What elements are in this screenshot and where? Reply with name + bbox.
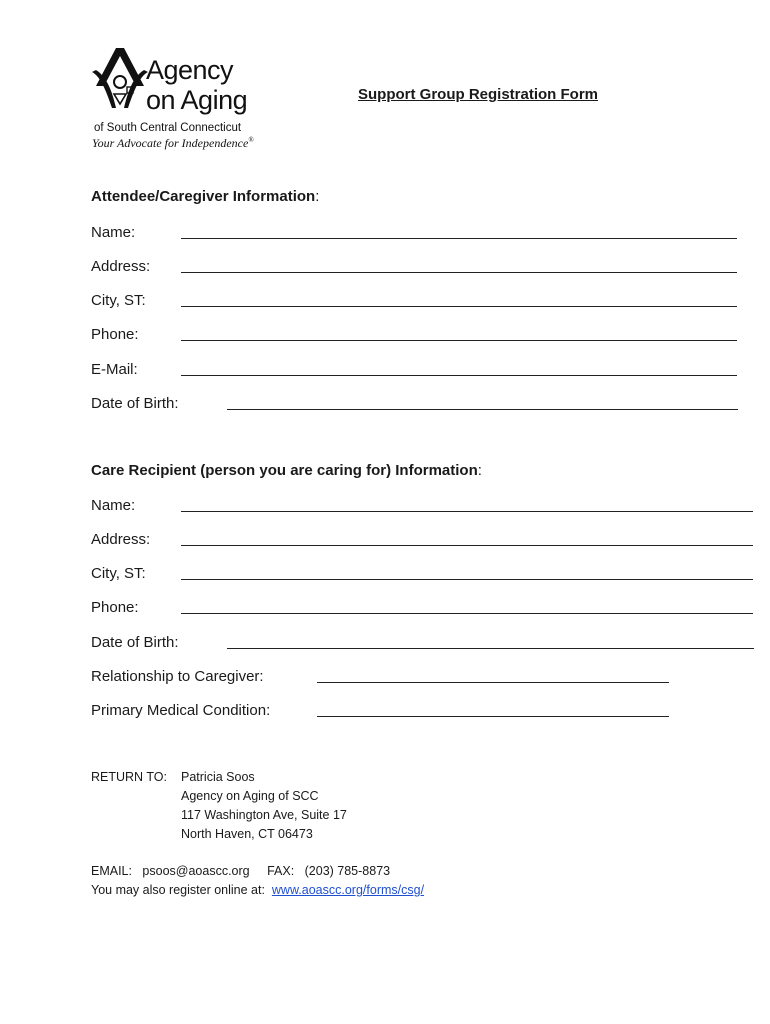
email-label: EMAIL: [91,864,132,878]
field-label: Name: [91,497,136,514]
field-label: City, ST: [91,292,146,309]
return-address [181,768,347,844]
register-online-link[interactable]: www.aoascc.org/forms/csg/ [271,883,425,897]
blank-line[interactable] [181,340,737,341]
field-label: Phone: [91,326,139,343]
field-label: E-Mail: [91,361,138,378]
return-address-line: 117 Washington Ave, Suite 17 [181,808,347,822]
register-online-line [91,883,424,897]
logo-tagline: Your Advocate for Independence® [92,136,254,150]
return-address-line: Patricia Soos [181,770,255,784]
field-label: City, ST: [91,565,146,582]
fax-value: (203) 785-8873 [304,864,391,878]
blank-line[interactable] [181,306,737,307]
recipient-section-heading: Care Recipient (person you are caring for) Information: [91,462,482,479]
field-label: Phone: [91,599,139,616]
blank-line[interactable] [227,648,754,649]
blank-line[interactable] [181,238,737,239]
blank-line[interactable] [181,613,753,614]
field-label: Address: [91,258,151,275]
return-address-line: Agency on Aging of SCC [181,789,319,803]
field-label: Date of Birth: [91,634,179,651]
field-label: Address: [91,531,151,548]
contact-email-fax [91,864,390,878]
blank-line[interactable] [181,375,737,376]
register-online-text: You may also register online at: [91,883,265,897]
blank-line[interactable] [317,682,669,683]
blank-line[interactable] [317,716,669,717]
attendee-section-heading: Attendee/Caregiver Information: [91,188,320,205]
field-label: Primary Medical Condition: [91,702,271,719]
fax-label: FAX: [267,864,295,878]
logo-text-on-aging: on Aging [146,85,248,115]
field-label: Date of Birth: [91,395,179,412]
agency-a-emblem-icon [90,46,150,116]
form-title: Support Group Registration Form [358,86,598,103]
return-to-label: RETURN TO: [91,770,167,784]
blank-line[interactable] [181,545,753,546]
blank-line[interactable] [227,409,738,410]
return-address-line: North Haven, CT 06473 [181,827,313,841]
logo-subtitle: of South Central Connecticut [94,122,242,134]
blank-line[interactable] [181,272,737,273]
logo-text-agency: Agency [146,55,234,85]
field-label: Name: [91,224,136,241]
field-label: Relationship to Caregiver: [91,668,264,685]
blank-line[interactable] [181,579,753,580]
email-value: psoos@aoascc.org [142,864,250,878]
blank-line[interactable] [181,511,753,512]
agency-logo [86,44,286,154]
